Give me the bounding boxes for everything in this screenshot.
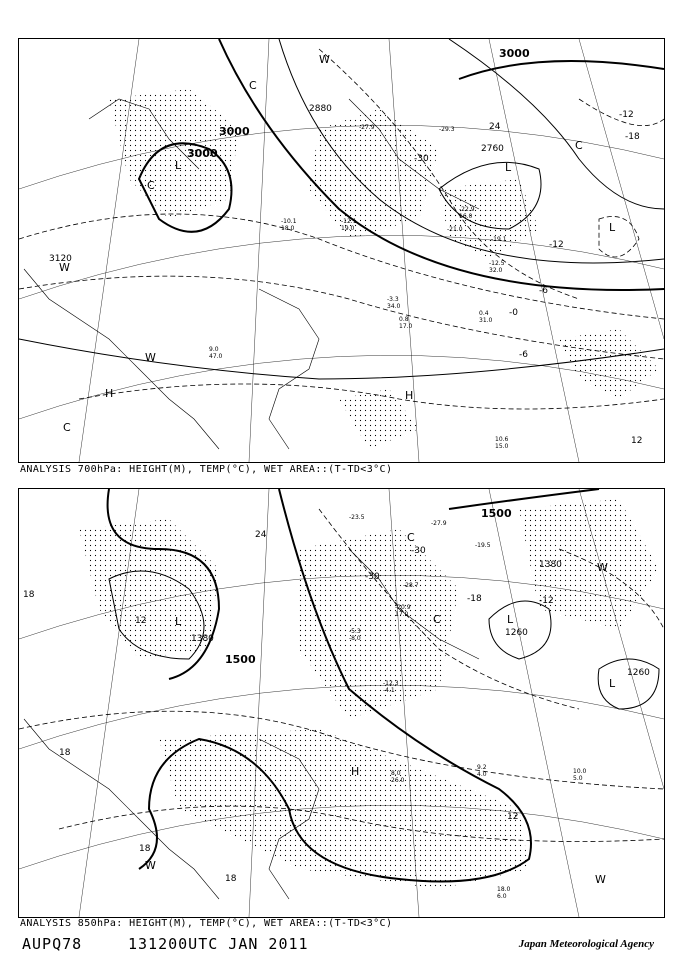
temp-label: -18 [467,594,482,604]
height-label: 3000 [187,147,218,160]
station-value: -10.1 [281,218,297,225]
temp-label: 24 [255,530,267,540]
station-value: -3.3 [387,296,399,303]
temperature-labels [414,110,642,446]
station-value: -8.0 [349,635,361,642]
chart-850hpa [19,489,664,917]
station-value: 15.0 [495,443,509,450]
station-value: 16.0 [459,213,473,220]
cold-marker: C [147,179,155,192]
height-label: 1380 [191,634,214,644]
station-value: 31.0 [479,317,493,324]
height-label: 1260 [627,668,650,678]
temp-label: -30 [365,572,380,582]
station-value: 10.6 [495,436,509,443]
temp-label: -30 [414,154,429,164]
temp-label: 18 [139,844,151,854]
station-value: -27.9 [359,124,375,131]
temp-label: 12 [135,616,147,626]
height-label: 3000 [219,125,250,138]
panel-caption-700hpa: ANALYSIS 700hPa: HEIGHT(M), TEMP(°C), WET AREA::(T-TD<3°C) [20,464,393,475]
high-marker: H [405,389,414,402]
cold-marker: C [63,421,71,434]
station-value: 4.0 [477,771,487,778]
warm-marker: W [595,873,606,886]
warm-marker: W [145,351,156,364]
temp-label: -12 [619,110,634,120]
station-value: -5.3 [349,628,361,635]
station-value: -4.1 [383,687,395,694]
map-panel-850hpa [18,488,665,918]
agency-name: Japan Meteorological Agency [518,938,654,950]
height-label: 1380 [539,560,562,570]
low-marker: L [505,161,512,174]
station-value: -12.5 [489,260,505,267]
warm-marker: W [597,561,608,574]
station-value: 47.0 [209,353,223,360]
temp-label: -6 [519,350,528,360]
station-value: 19.0 [341,225,355,232]
temp-label: 18 [59,748,71,758]
chart-700hpa [19,39,664,462]
station-value: -12.3 [383,680,399,687]
cold-marker: C [575,139,583,152]
height-label: 2760 [481,144,504,154]
station-value: 18.0 [497,886,511,893]
height-label: 1500 [225,653,256,666]
panel-caption-850hpa: ANALYSIS 850hPa: HEIGHT(M), TEMP(°C), WET AREA::(T-TD<3°C) [20,918,393,929]
temp-label: 18 [23,590,35,600]
height-label: 3120 [49,254,72,264]
station-value: 6.0 [497,893,507,900]
station-value: 26.0 [391,777,405,784]
height-label: 2880 [309,104,332,114]
temp-label: 12 [507,812,519,822]
cold-marker: C [433,613,441,626]
station-value: 0.8 [399,316,409,323]
low-marker: L [609,677,616,690]
temp-label: -6 [539,286,548,296]
warm-marker: W [145,859,156,872]
temp-label: -0 [509,308,518,318]
temp-label: -18 [625,132,640,142]
station-value: -22.9 [459,206,475,213]
station-value: 10.0 [573,768,587,775]
station-value: 5.0 [573,775,583,782]
height-label: 1260 [505,628,528,638]
station-value: 17.0 [399,323,413,330]
cold-marker: C [249,79,257,92]
station-value: 32.0 [489,267,503,274]
valid-time: 131200UTC JAN 2011 [128,935,309,953]
warm-marker: W [59,261,70,274]
station-value: 34.0 [387,303,401,310]
low-marker: L [609,221,616,234]
map-panel-700hpa [18,38,665,463]
station-value: -20.9 [395,604,411,611]
station-value: -12.1 [341,218,357,225]
station-value: 9.2 [477,764,487,771]
warm-marker: W [319,53,330,66]
station-value: 9.0 [209,346,219,353]
station-value: -29.3 [439,126,455,133]
wet-areas [79,499,659,889]
low-marker: L [175,159,182,172]
temp-label: 24 [489,122,501,132]
station-value: 0.4 [479,310,489,317]
chart-code: AUPQ78 [22,935,83,953]
station-value: -21.0 [447,226,463,233]
station-value: 8.0 [391,770,401,777]
station-value: 18.0 [281,225,295,232]
height-label: 1500 [481,507,512,520]
temp-label: -12 [539,596,554,606]
cold-marker: C [407,531,415,544]
station-value: -23.5 [349,514,365,521]
temp-label: -12 [549,240,564,250]
station-value: -19.5 [475,542,491,549]
high-marker: H [105,387,114,400]
height-label: 3000 [499,47,530,60]
station-value: -28.7 [403,582,419,589]
temp-label: 18 [225,874,237,884]
temp-label: 12 [631,436,643,446]
low-marker: L [175,615,182,628]
low-marker: L [507,613,514,626]
temp-label: -30 [411,546,426,556]
high-marker: H [351,765,360,778]
station-value: -27.9 [431,520,447,527]
station-value: -19.1 [491,236,507,243]
station-value: 17.0 [395,611,409,618]
